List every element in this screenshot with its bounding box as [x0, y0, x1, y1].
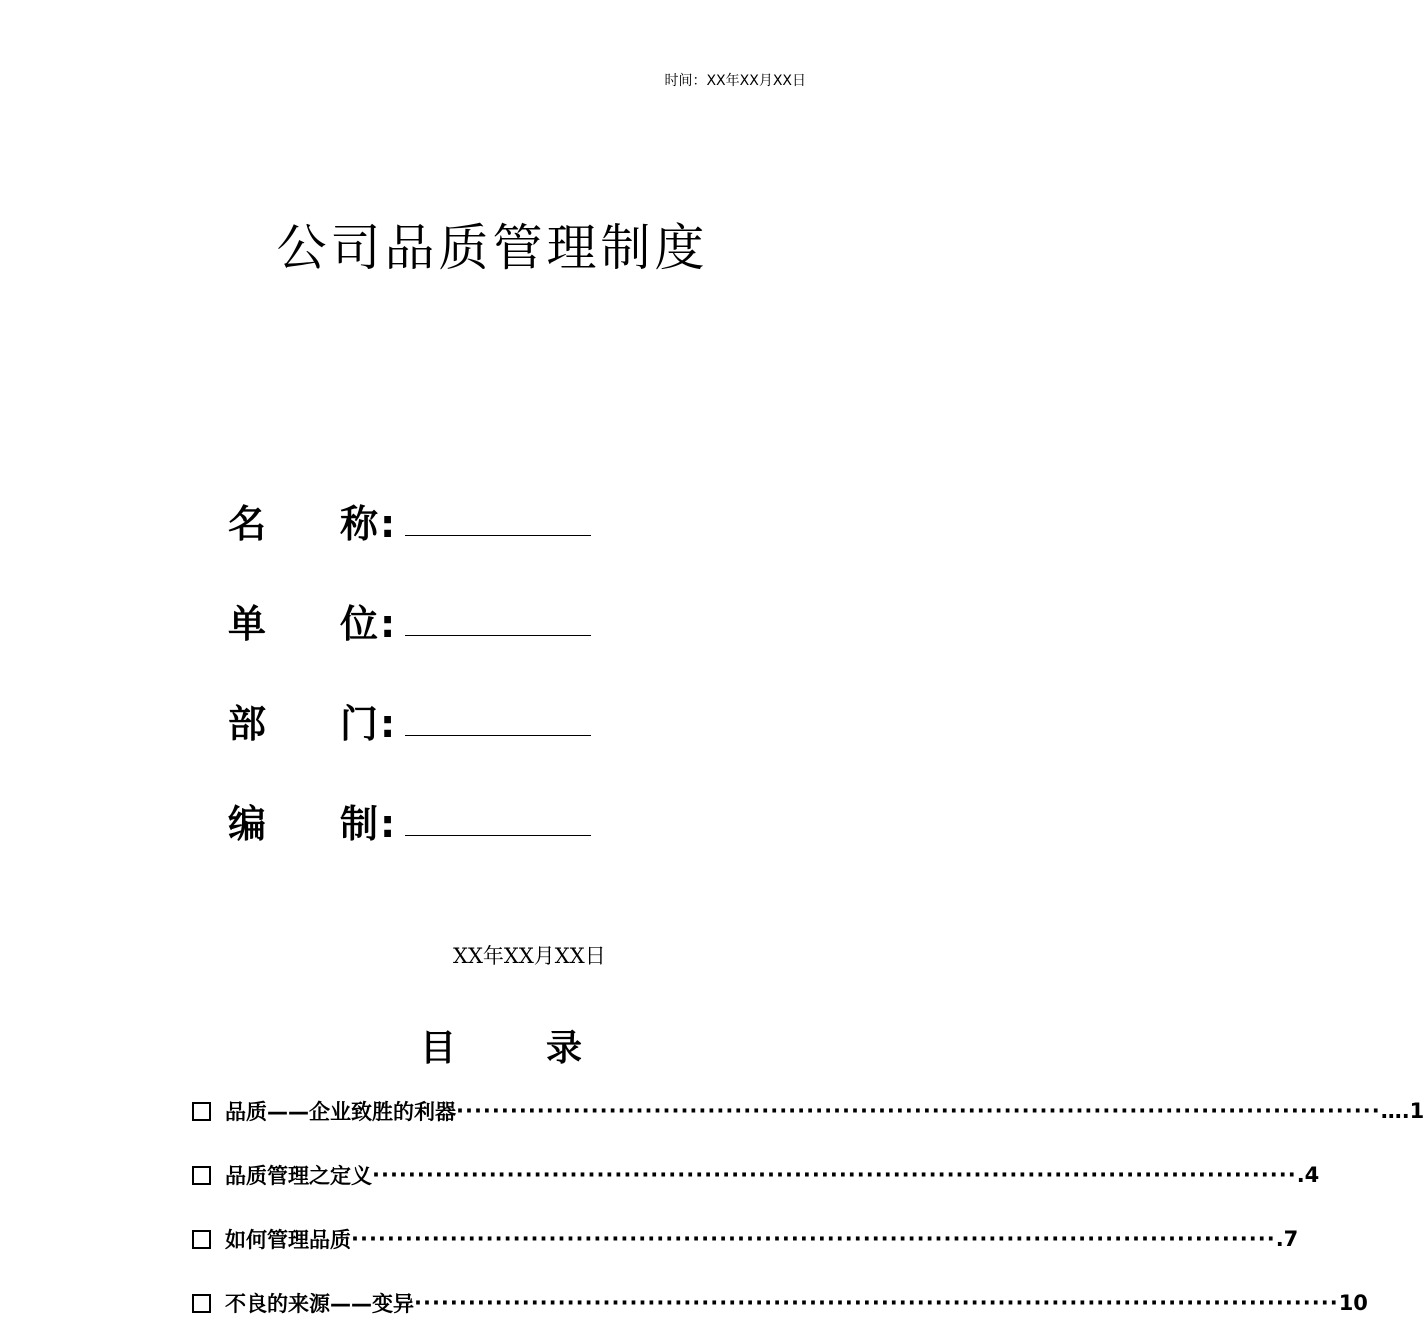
field-department-char1: 部: [228, 702, 267, 746]
toc-item-text: 如何管理品质: [225, 1228, 351, 1252]
header-time: 时间：XX年XX月XX日: [664, 73, 806, 89]
field-unit-char1: 单: [228, 602, 267, 646]
field-author-colon: :: [380, 802, 396, 846]
toc-item-page: .7: [1275, 1227, 1299, 1251]
field-unit-char2: 位: [339, 602, 378, 646]
field-unit-blank-line: [405, 635, 591, 636]
toc-item-text: 品质管理之定义: [225, 1164, 372, 1188]
toc-item-page: 10: [1338, 1291, 1368, 1315]
toc-title-char1: 目: [420, 1028, 457, 1069]
toc-item-page: ….1: [1380, 1099, 1424, 1123]
field-unit: [228, 593, 396, 646]
toc-item[interactable]: [192, 1160, 1320, 1190]
document-title: 公司品质管理制度: [276, 219, 709, 277]
field-name-blank-line: [405, 535, 591, 536]
toc-leader-dots: ·······································································································: [372, 1163, 1297, 1187]
field-department: [228, 693, 396, 746]
checkbox-icon: [192, 1230, 211, 1249]
toc-leader-dots: ·······································································································: [456, 1099, 1381, 1123]
field-author-label: [228, 802, 378, 846]
toc-item-text: 不良的来源——变异: [225, 1292, 414, 1316]
toc-item[interactable]: [192, 1096, 1424, 1126]
checkbox-icon: [192, 1102, 211, 1121]
field-department-blank-line: [405, 735, 591, 736]
field-name-char1: 名: [228, 502, 267, 546]
toc-item[interactable]: [192, 1288, 1368, 1318]
field-department-colon: :: [380, 702, 396, 746]
toc-title: [420, 1020, 582, 1071]
field-author-char2: 制: [339, 802, 378, 846]
field-name: [228, 493, 396, 546]
field-author-blank-line: [405, 835, 591, 836]
field-name-char2: 称: [339, 502, 378, 546]
toc-item-text: 品质——企业致胜的利器: [225, 1100, 456, 1124]
toc-title-char2: 录: [546, 1028, 583, 1069]
field-unit-colon: :: [380, 602, 396, 646]
toc-leader-dots: ·······································································································: [414, 1291, 1339, 1315]
field-name-colon: :: [380, 502, 396, 546]
checkbox-icon: [192, 1166, 211, 1185]
field-name-label: [228, 502, 378, 546]
field-department-label: [228, 702, 378, 746]
toc-item-page: .4: [1296, 1163, 1320, 1187]
field-author-char1: 编: [228, 802, 267, 846]
toc-item[interactable]: [192, 1224, 1299, 1254]
document-date: XX年XX月XX日: [453, 944, 606, 968]
checkbox-icon: [192, 1294, 211, 1313]
field-author: [228, 793, 396, 846]
toc-leader-dots: ·······································································································: [351, 1227, 1276, 1251]
field-unit-label: [228, 602, 378, 646]
field-department-char2: 门: [339, 702, 378, 746]
